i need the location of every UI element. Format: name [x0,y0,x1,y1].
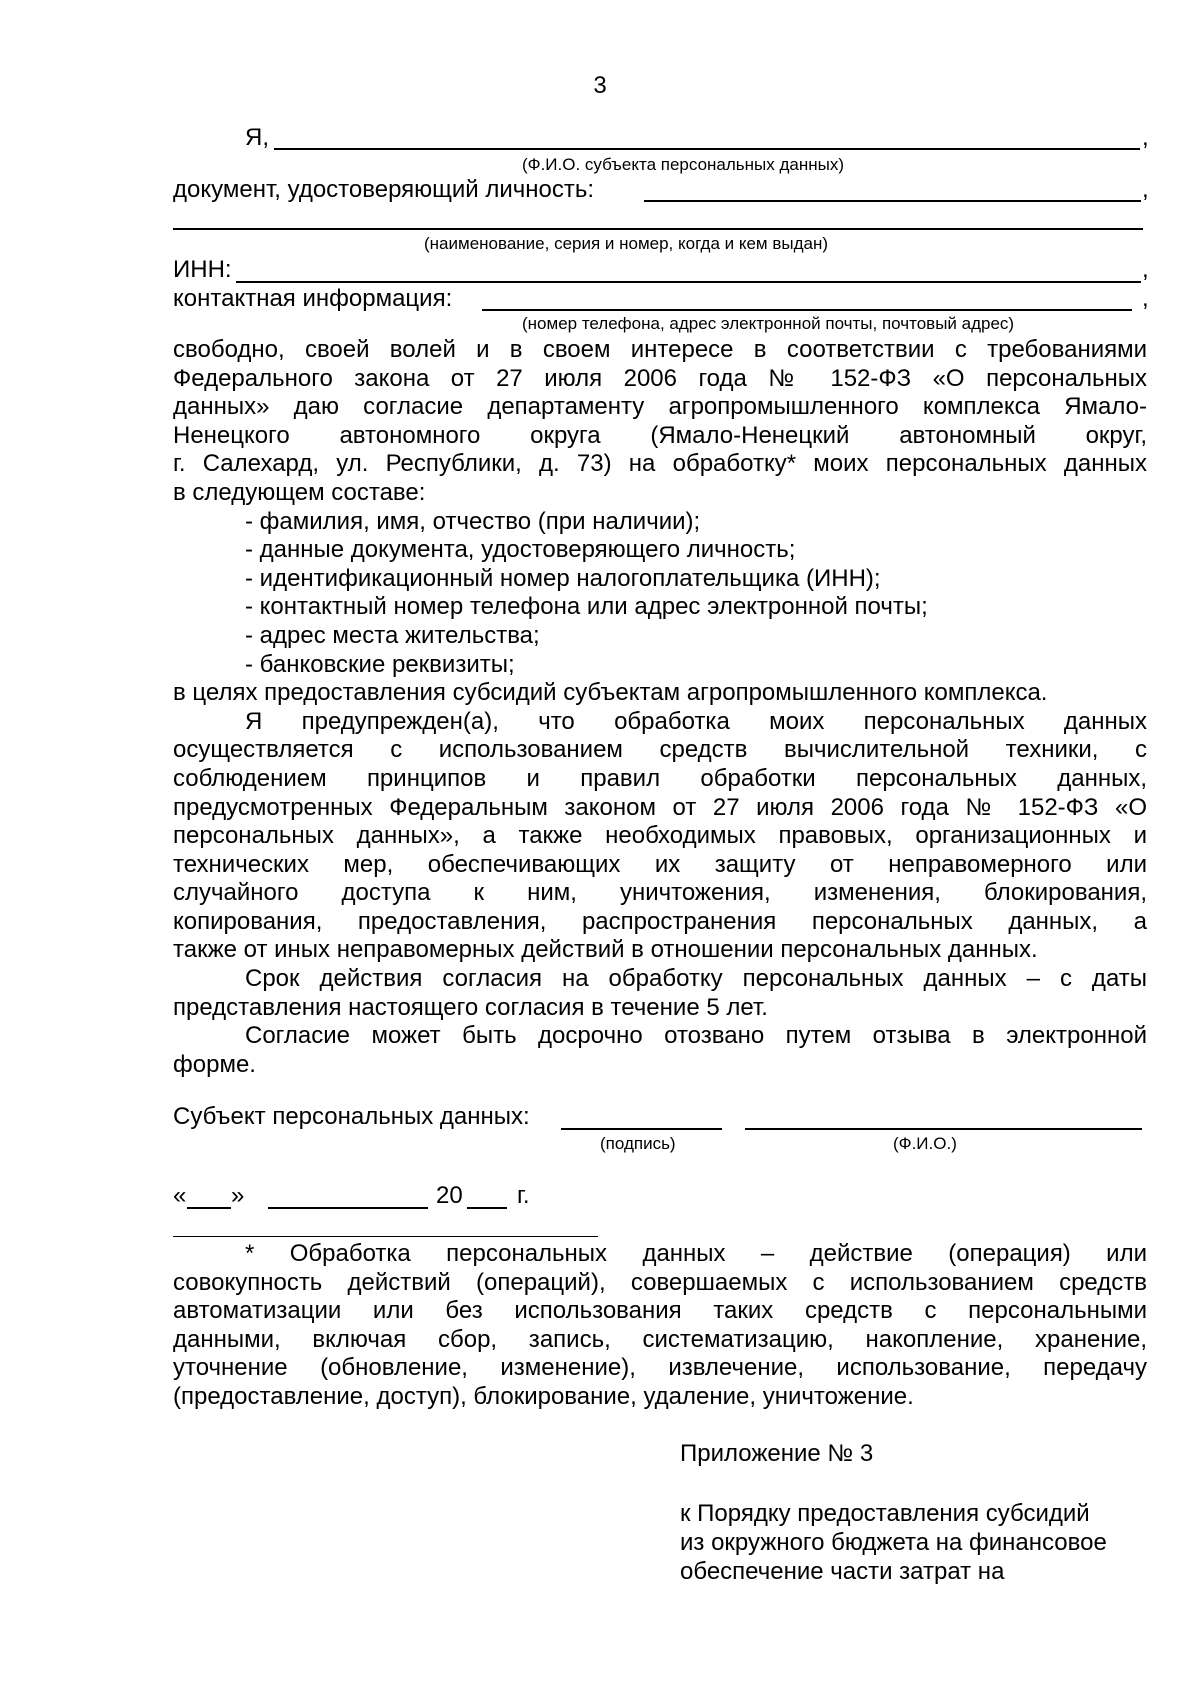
list-item: - фамилия, имя, отчество (при наличии); [245,507,701,535]
footnote-line: автоматизации или без использования таких средств с персональными [173,1297,1147,1325]
contact-caption: (номер телефона, адрес электронной почты, почтовый адрес) [522,314,1015,333]
footnote-line: (предоставление, доступ), блокирование, удаление, уничтожение. [173,1382,914,1410]
comma: , [1142,124,1149,151]
warning-line: персональных данных», а также необходимых правовых, организационных и [173,822,1147,850]
consent-line: Федерального закона от 27 июля 2006 года № 152-ФЗ «О персональных [173,364,1147,392]
doc-caption: (наименование, серия и номер, когда и кем выдан) [424,234,829,253]
consent-line: данных» даю согласие департаменту агропромышленного комплекса Ямало- [173,393,1147,421]
doc-line-2[interactable] [173,228,1143,230]
doc-line[interactable] [644,200,1141,202]
footnote-line: совокупность действий (операций), совершаемых с использованием средств [173,1268,1147,1296]
revoke-line: Согласие может быть досрочно отозвано путем отзыва в электронной [245,1022,1147,1050]
page-number: 3 [593,72,607,99]
signature-caption: (подпись) [600,1134,676,1153]
appendix-line: из окружного бюджета на финансовое [680,1529,1107,1556]
comma: , [1142,256,1149,283]
list-item: - банковские реквизиты; [245,650,515,678]
term-line: представления настоящего согласия в течение 5 лет. [173,993,768,1021]
appendix-line: к Порядку предоставления субсидий [680,1500,1090,1527]
contact-line[interactable] [482,309,1132,311]
doc-label: документ, удостоверяющий личность: [173,176,595,203]
comma: , [1142,176,1149,203]
footnote-separator [173,1236,598,1237]
appendix-line: обеспечение части затрат на [680,1558,1005,1585]
purpose-line: в целях предоставления субсидий субъектам агропромышленного комплекса. [173,679,1048,707]
warning-line: предусмотренных Федеральным законом от 27 июля 2006 года № 152-ФЗ «О [173,793,1147,821]
date-year-prefix: 20 [436,1182,463,1209]
ya-label: Я, [245,124,269,151]
date-close-quote: » [231,1182,245,1209]
fio-caption: (Ф.И.О. субъекта персональных данных) [522,155,845,174]
list-item: - данные документа, удостоверяющего личность; [245,536,796,564]
list-item: - адрес места жительства; [245,621,540,649]
appendix-title: Приложение № 3 [680,1440,874,1467]
footnote [173,1240,1147,1412]
warning-line: технических мер, обеспечивающих их защиту от неправомерного или [173,850,1147,878]
inn-label: ИНН: [173,256,232,283]
signature-fio-line[interactable] [745,1128,1142,1130]
footnote-line: * Обработка персональных данных – действие (операция) или [245,1240,1147,1267]
contact-label: контактная информация: [173,285,453,312]
signature-line[interactable] [561,1128,722,1130]
footnote-line: данными, включая сбор, запись, систематизацию, накопление, хранение, [173,1325,1147,1353]
date-year-line[interactable] [467,1207,507,1209]
fio-line[interactable] [274,148,1140,150]
consent-line: г. Салехард, ул. Республики, д. 73) на обработку* моих персональных данных [173,450,1147,478]
list-item: - контактный номер телефона или адрес электронной почты; [245,593,928,621]
comma: , [1142,285,1149,312]
warning-line: копирования, предоставления, распространения персональных данных, а [173,907,1147,935]
date-year-suffix: г. [517,1182,530,1209]
date-day-line[interactable] [187,1207,231,1209]
signature-label: Субъект персональных данных: [173,1103,530,1130]
revoke-line: форме. [173,1050,256,1078]
consent-line: Ненецкого автономного округа (Ямало-Ненецкий автономный округ, [173,421,1147,449]
date-open-quote: « [173,1182,187,1209]
signature-fio-caption: (Ф.И.О.) [893,1134,957,1153]
date-month-line[interactable] [268,1207,428,1209]
consent-line: в следующем составе: [173,478,426,506]
warning-line: случайного доступа к ним, уничтожения, изменения, блокирования, [173,879,1147,907]
inn-line[interactable] [236,281,1141,283]
list-item: - идентификационный номер налогоплательщика (ИНН); [245,564,881,592]
warning-line: осуществляется с использованием средств вычислительной техники, с [173,736,1147,764]
consent-body [173,336,1147,1079]
term-line: Срок действия согласия на обработку персональных данных – с даты [245,965,1147,993]
consent-line: свободно, своей волей и в своем интересе в соответствии с требованиями [173,336,1147,363]
warning-line: Я предупрежден(а), что обработка моих персональных данных [245,707,1147,735]
warning-line: также от иных неправомерных действий в отношении персональных данных. [173,936,1038,964]
warning-line: соблюдением принципов и правил обработки персональных данных, [173,764,1147,792]
footnote-line: уточнение (обновление, изменение), извлечение, использование, передачу [173,1354,1147,1382]
